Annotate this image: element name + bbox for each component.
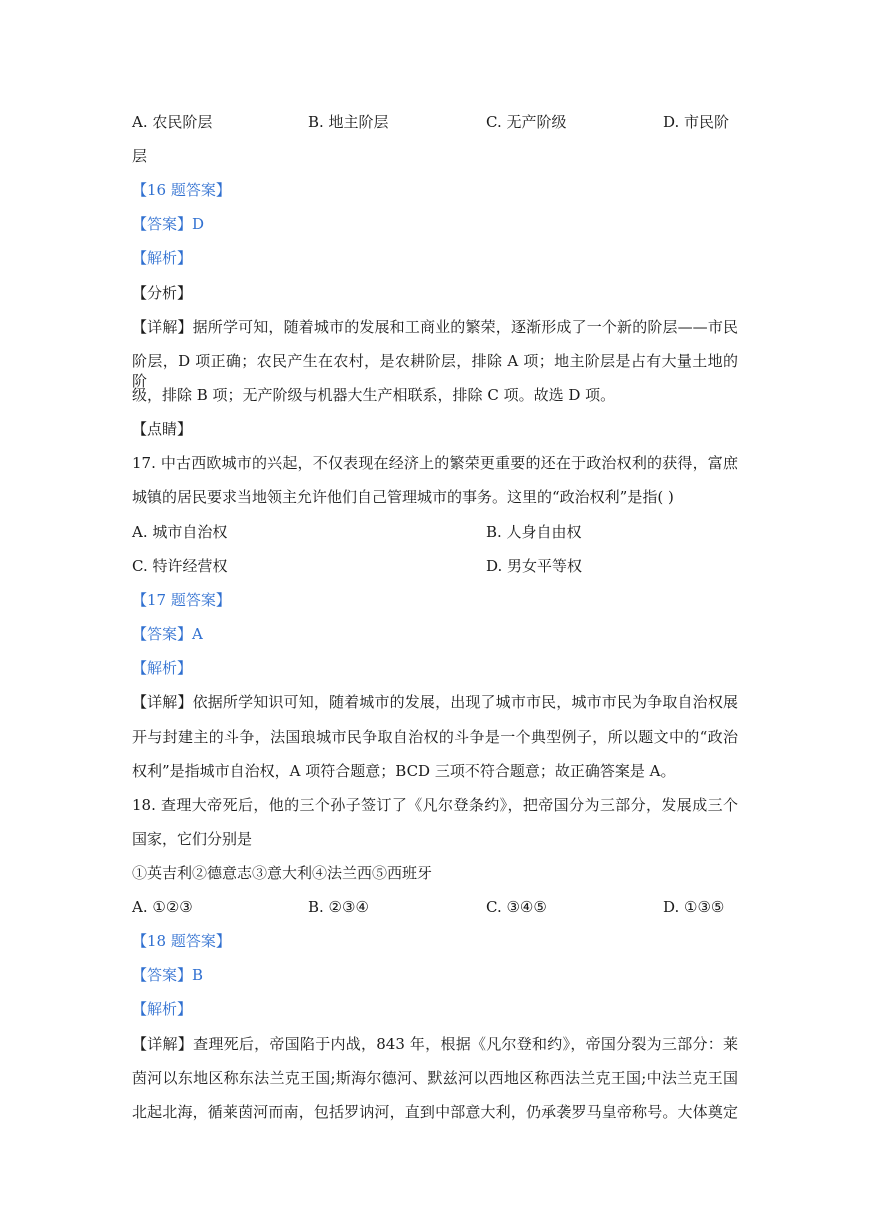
q16-fenxi-label: 【分析】 xyxy=(132,284,193,302)
q18-stem-line-1: 18. 查理大帝死后，他的三个孙子签订了《凡尔登条约》，把帝国分为三部分，发展成三个 xyxy=(132,796,738,814)
q17-option-b: B. 人身自由权 xyxy=(486,523,582,541)
q18-analysis-label: 【解析】 xyxy=(132,1000,193,1018)
q16-detail-line-3: 级，排除 B 项；无产阶级与机器大生产相联系，排除 C 项。故选 D 项。 xyxy=(132,386,616,404)
q16-detail-line-2: 阶层，D 项正确；农民产生在农村，是农耕阶层，排除 A 项；地主阶层是占有大量土地的阶 xyxy=(132,352,738,390)
q17-option-d: D. 男女平等权 xyxy=(486,557,583,575)
q17-stem-line-2: 城镇的居民要求当地领主允许他们自己管理城市的事务。这里的“政治权利”是指( ) xyxy=(132,488,674,506)
q16-option-d: D. 市民阶 xyxy=(663,113,730,131)
q18-answer: 【答案】B xyxy=(132,966,204,984)
q17-detail-line-2: 开与封建主的斗争，法国琅城市民争取自治权的斗争是一个典型例子，所以题文中的“政治 xyxy=(132,728,738,746)
q18-detail-line-3: 北起北海，循莱茵河而南，包括罗讷河，直到中部意大利，仍承袭罗马皇帝称号。大体奠定 xyxy=(132,1103,738,1121)
q16-option-a: A. 农民阶层 xyxy=(132,113,213,131)
q18-detail-line-1: 【详解】查理死后，帝国陷于内战，843 年，根据《凡尔登和约》，帝国分裂为三部分：莱 xyxy=(132,1035,738,1053)
q18-option-c: C. ③④⑤ xyxy=(486,898,547,916)
q18-option-a: A. ①②③ xyxy=(132,898,193,916)
q18-detail-line-2: 茵河以东地区称东法兰克王国;斯海尔德河、默兹河以西地区称西法兰克王国;中法兰克王国 xyxy=(132,1069,738,1087)
q17-option-c: C. 特许经营权 xyxy=(132,557,228,575)
q16-answer: 【答案】D xyxy=(132,215,205,233)
q16-option-d-continuation: 层 xyxy=(132,147,148,165)
q17-stem-line-1: 17. 中古西欧城市的兴起，不仅表现在经济上的繁荣更重要的还在于政治权利的获得，富庶 xyxy=(132,454,738,472)
q16-detail-line-1: 【详解】据所学可知，随着城市的发展和工商业的繁荣，逐渐形成了一个新的阶层——市民 xyxy=(132,318,738,336)
q17-analysis-label: 【解析】 xyxy=(132,659,193,677)
q16-answer-header: 【16 题答案】 xyxy=(132,181,231,199)
q18-stem-line-3: ①英吉利②德意志③意大利④法兰西⑤西班牙 xyxy=(132,864,433,882)
q17-detail-line-3: 权利”是指城市自治权，A 项符合题意；BCD 三项不符合题意；故正确答案是 A。 xyxy=(132,762,676,780)
q16-dianjing-label: 【点睛】 xyxy=(132,420,193,438)
q16-analysis-label: 【解析】 xyxy=(132,249,193,267)
q16-option-c: C. 无产阶级 xyxy=(486,113,567,131)
q17-answer: 【答案】A xyxy=(132,625,203,643)
q18-option-d: D. ①③⑤ xyxy=(663,898,725,916)
q18-option-b: B. ②③④ xyxy=(308,898,369,916)
q17-option-a: A. 城市自治权 xyxy=(132,523,228,541)
q18-answer-header: 【18 题答案】 xyxy=(132,932,231,950)
q16-option-b: B. 地主阶层 xyxy=(308,113,389,131)
q17-answer-header: 【17 题答案】 xyxy=(132,591,231,609)
q18-stem-line-2: 国家，它们分别是 xyxy=(132,830,253,848)
q17-detail-line-1: 【详解】依据所学知识可知，随着城市的发展，出现了城市市民，城市市民为争取自治权展 xyxy=(132,693,738,711)
